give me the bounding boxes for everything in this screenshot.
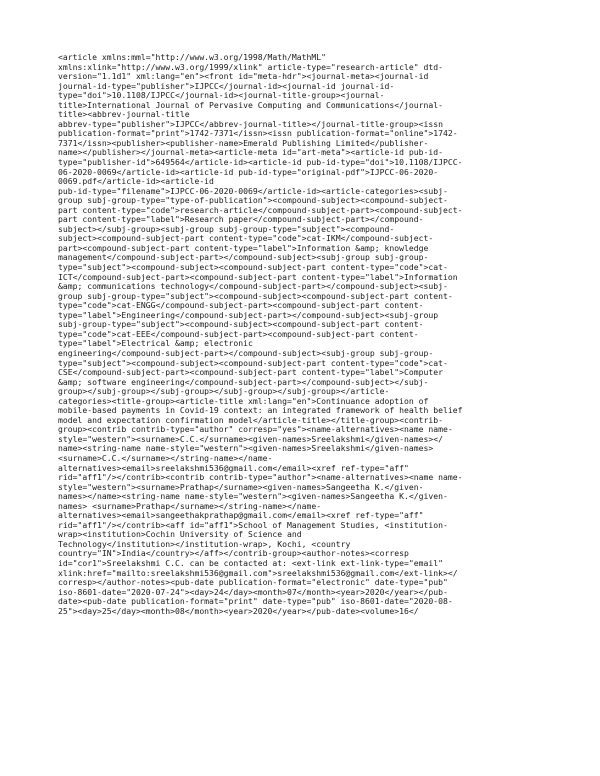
xml-source-line: type="subject"><compound-subject><compound-subject-part content-type="code">cat- [58,357,448,368]
xml-source-line: group subj-group-type="type-of-publication"><compound-subject><compound-subject- [58,195,448,206]
xml-source-line: type="label">Engineering</compound-subject-part></compound-subject><subj-group [58,309,439,320]
xml-source-line: engineering</compound-subject-part></compound-subject><subj-group subj-group- [58,347,434,358]
xml-source-line: wrap><institution>Cochin University of Science and [58,529,302,540]
xml-source-line: style="western"><surname>Prathap</surname><given-names>Sangeetha K.</given- [58,481,424,492]
xml-source-line: part content-type="code">research-article</compound-subject-part><compound-subject- [58,204,463,215]
xml-source-line: rid="aff1"/></contrib><contrib contrib-type="author"><name-alternatives><name name- [58,472,463,483]
xml-source-line: categories><title-group><article-title xml:lang="en">Continuance adoption of [58,395,429,406]
xml-source-line: iso-8601-date="2020-07-24"><day>24</day><month>07</month><year>2020</year></pub- [58,586,448,597]
xml-source-line: style="western"><surname>C.C.</surname><given-names>Sreelakshmi</given-names></ [58,433,443,444]
xml-source-line: title><abbrev-journal-title [58,109,190,120]
xml-source-line: names> <surname>Prathap</surname></string-name></name- [58,500,322,511]
xml-source-line: management</compound-subject-part></compound-subject><subj-group subj-group- [58,252,429,263]
xml-source-text [58,53,558,616]
xml-source-line: 25"><day>25</day><month>08</month><year>2020</year></pub-date><volume>16</ [58,605,419,616]
xml-source-line: part><compound-subject-part content-type="label">Information &amp; knowledge [58,242,429,253]
xml-source-line: country="IN">India</country></aff></contrib-group><author-notes><corresp [58,548,409,559]
xml-source-line: name></publisher></journal-meta><article-meta id="art-meta"><article-id pub-id- [58,147,443,158]
xml-source-line: type="label">Electrical &amp; electronic [58,338,253,349]
xml-source-line: subj-group-type="subject"><compound-subject><compound-subject-part content- [58,319,424,330]
xml-source-line: title>International Journal of Pervasive Computing and Communications</journal- [58,99,443,110]
xml-source-line: name><string-name name-style="western"><given-names>Sreelakshmi</given-names> [58,443,434,454]
xml-source-line: ICT</compound-subject-part><compound-subject-part content-type="label">Information [58,271,458,282]
xml-source-line: alternatives><email>sreelakshmi536@gmail.com</email><xref ref-type="aff" [58,462,409,473]
xml-source-line: 7371</issn><publisher><publisher-name>Emerald Publishing Limited</publisher- [58,137,429,148]
xml-source-line: group subj-group-type="subject"><compound-subject><compound-subject-part content- [58,290,453,301]
xml-source-line: subject><compound-subject-part content-type="code">cat-IKM</compound-subject- [58,233,434,244]
xml-source-line: &amp; communications technology</compound-subject-part></compound-subject><subj- [58,281,448,292]
xml-source-line: CSE</compound-subject-part><compound-subject-part content-type="label">Computer [58,367,443,378]
xml-source-line: <surname>C.C.</surname></string-name></name- [58,452,273,463]
xml-source-line: abbrev-type="publisher">IJPCC</abbrev-journal-title></journal-title-group><issn [58,118,443,129]
xml-source-line: publication-format="print">1742-7371</issn><issn publication-format="online">1742- [58,128,458,139]
xml-source-line: group><contrib contrib-type="author" corresp="yes"><name-alternatives><name name- [58,424,453,435]
xml-source-line: alternatives><email>sangeethakprathap@gmail.com</email><xref ref-type="aff" [58,510,424,521]
xml-source-line: 06-2020-0069</article-id><article-id pub-id-type="original-pdf">IJPCC-06-2020- [58,166,439,177]
xml-source-line: date><pub-date publication-format="print" date-type="pub" iso-8601-date="2020-08- [58,596,453,607]
xml-source-line: Technology</institution></institution-wrap>, Kochi, <country [58,538,351,549]
xml-source-line: type="doi">10.1108/IJPCC</journal-id><journal-title-group><journal- [58,90,385,101]
xml-source-line: model and expectation confirmation model</article-title></title-group><contrib- [58,414,443,425]
xml-source-line: part content-type="label">Research paper</compound-subject-part></compound- [58,214,424,225]
xml-source-line: subject></subj-group><subj-group subj-group-type="subject"><compound- [58,223,395,234]
xml-source-line: type="code">cat-ENGG</compound-subject-part><compound-subject-part content- [58,300,424,311]
xml-source-line: journal-id-type="publisher">IJPCC</journal-id><journal-id journal-id- [58,80,395,91]
xml-source-line: group></subj-group></subj-group></subj-group></subj-group></article- [58,386,390,397]
xml-source-line: <article xmlns:mml="http://www.w3.org/1998/Math/MathML" [58,52,327,62]
xml-source-line: 0069.pdf</article-id><article-id [58,176,214,187]
xml-source-line: type="code">cat-EEE</compound-subject-part><compound-subject-part content- [58,328,419,339]
xml-source-line: type="publisher-id">649564</article-id><article-id pub-id-type="doi">10.1108/IJPCC- [58,157,463,168]
xml-source-line: type="subject"><compound-subject><compound-subject-part content-type="code">cat- [58,262,448,273]
xml-source-line: xlink:href="mailto:sreelakshmi536@gmail.com">sreelakshmi536@gmail.com</ext-link></ [58,567,458,578]
xml-source-line: version="1.1d1" xml:lang="en"><front id="meta-hdr"><journal-meta><journal-id [58,71,429,82]
xml-source-line: xmlns:xlink="http://www.w3.org/1999/xlink" article-type="research-article" dtd- [58,61,443,72]
xml-source-line: &amp; software engineering</compound-subject-part></compound-subject></subj- [58,376,429,387]
xml-source-line: pub-id-type="filename">IJPCC-06-2020-0069</article-id><article-categories><subj- [58,185,448,196]
xml-source-line: mobile-based payments in Covid-19 context: an integrated framework of health belief [58,405,463,416]
xml-source-line: names></name><string-name name-style="western"><given-names>Sangeetha K.</given- [58,491,448,502]
xml-source-line: id="cor1">Sreelakshmi C.C. can be contacted at: <ext-link ext-link-type="email" [58,557,443,568]
xml-source-line: rid="aff1"/></contrib><aff id="aff1">School of Management Studies, <institution- [58,519,448,530]
xml-source-line: corresp></author-notes><pub-date publication-format="electronic" date-type="pub" [58,577,448,588]
